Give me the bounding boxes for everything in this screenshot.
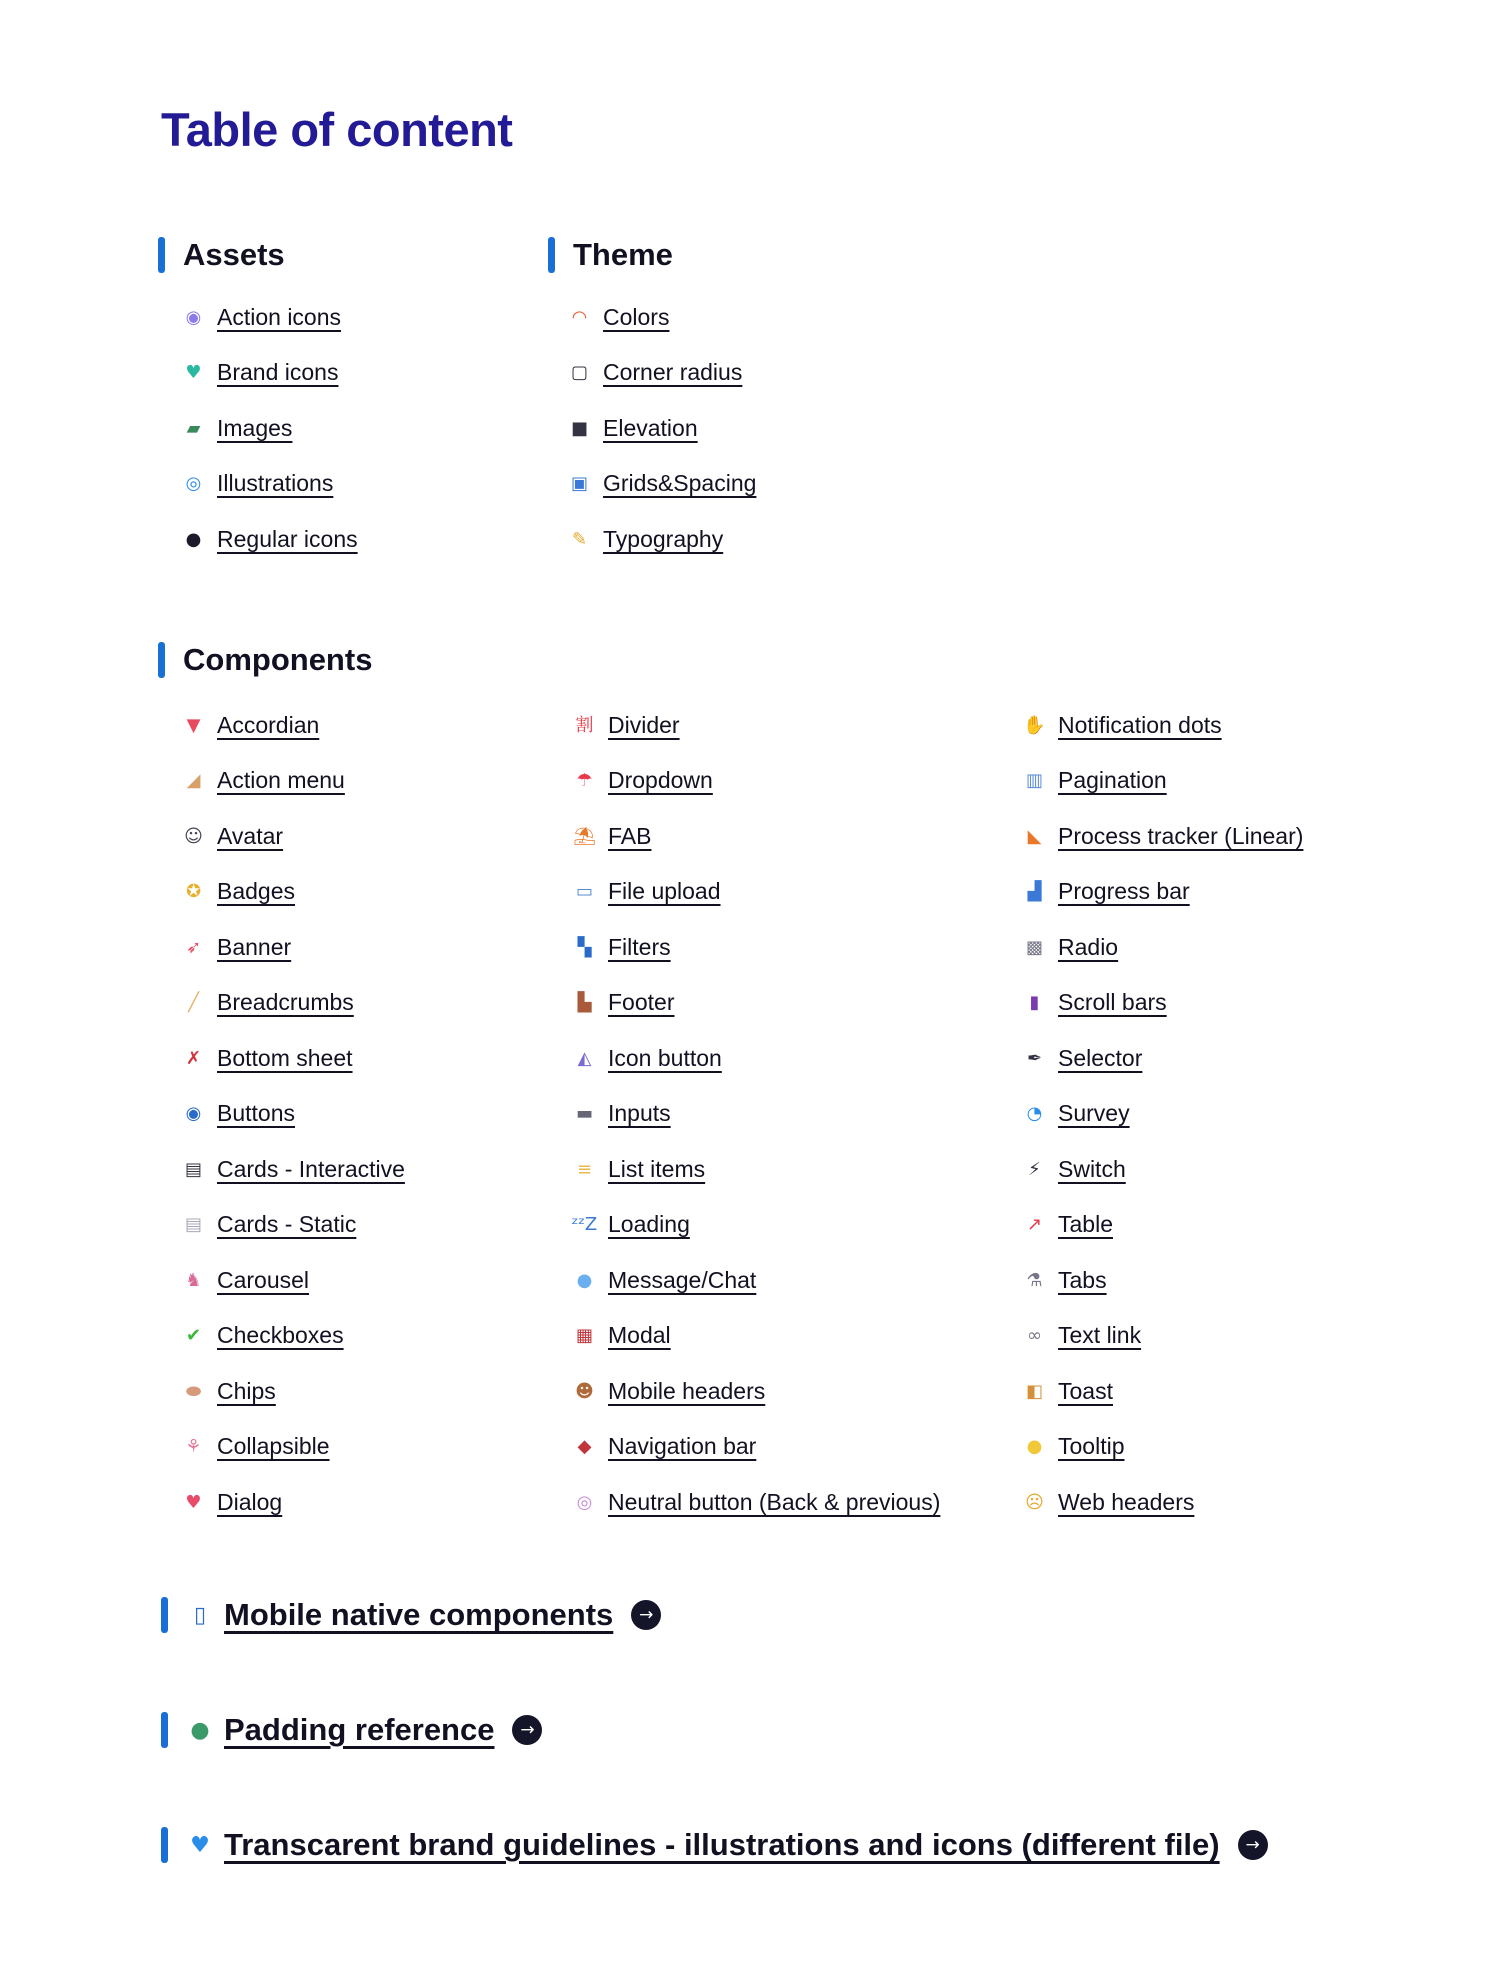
toc-link[interactable]: Footer xyxy=(608,989,675,1015)
section-link-transcarent-brand-guidelines-illustratio[interactable] xyxy=(161,1819,1268,1871)
toc-item-modal[interactable] xyxy=(572,1316,671,1356)
toc-link[interactable]: Avatar xyxy=(217,822,284,849)
toc-item-dialog[interactable] xyxy=(181,1482,282,1522)
toc-link[interactable]: Neutral button (Back & previous) xyxy=(608,1488,941,1515)
section-accent-bar xyxy=(161,1827,168,1863)
microscope-icon: ⚗ xyxy=(1026,1269,1043,1291)
toc-link[interactable]: Dialog xyxy=(217,1488,283,1515)
toc-item-progress-bar[interactable] xyxy=(1022,872,1190,912)
toc-item-illustrations[interactable] xyxy=(181,464,333,504)
floppy-disk-light-icon: ▤ xyxy=(184,1214,202,1235)
toc-link[interactable]: Cards - Static xyxy=(217,1211,357,1237)
toc-link[interactable]: Action icons xyxy=(217,303,342,330)
carousel-horse-icon: ♞ xyxy=(185,1269,202,1291)
mobile-phone-icon: ▯ xyxy=(193,1602,207,1628)
components-header xyxy=(158,634,372,686)
black-square-icon: ■ xyxy=(570,417,588,439)
assets-section xyxy=(158,229,285,281)
toc-item-action-icons[interactable] xyxy=(181,297,341,337)
toc-link[interactable]: Badges xyxy=(217,878,296,904)
boot-icon: ▙ xyxy=(577,992,592,1013)
theme-header xyxy=(548,229,673,281)
toc-item-corner-radius[interactable] xyxy=(567,353,742,393)
wave-icon: ◔ xyxy=(1026,1103,1043,1124)
section-accent-bar xyxy=(161,1597,168,1633)
toc-link[interactable]: Illustrations xyxy=(217,470,334,496)
toc-item-grids-spacing[interactable] xyxy=(567,464,756,504)
toc-item-selector[interactable] xyxy=(1022,1038,1142,1078)
toc-link[interactable]: Elevation xyxy=(603,414,698,441)
toc-link[interactable]: Dropdown xyxy=(608,767,713,793)
toc-link[interactable]: Selector xyxy=(1058,1044,1143,1071)
toc-link[interactable]: Bottom sheet xyxy=(217,1044,353,1071)
section-link-label[interactable]: Padding reference xyxy=(224,1712,495,1747)
toc-item-switch[interactable] xyxy=(1022,1149,1126,1189)
toc-link[interactable]: Tooltip xyxy=(1058,1433,1125,1459)
toc-link[interactable]: Banner xyxy=(217,933,292,960)
toc-item-neutral-button-back-previous[interactable] xyxy=(572,1482,940,1522)
link-icon: ∞ xyxy=(1027,1325,1042,1346)
square-outline-icon: ▢ xyxy=(570,362,588,383)
page-title: Table of content xyxy=(161,103,513,156)
speech-bubble-icon: ● xyxy=(576,1269,593,1291)
toc-item-divider[interactable] xyxy=(572,705,680,745)
red-triangle-icon: ▼ xyxy=(186,714,201,736)
toc-item-inputs[interactable] xyxy=(572,1094,671,1134)
toc-item-action-menu[interactable] xyxy=(181,761,345,801)
water-tap-icon: ▚ xyxy=(577,936,592,958)
toc-link[interactable]: Divider xyxy=(608,711,680,738)
section-link-label[interactable]: Transcarent brand guidelines - illustrations and icons (different file) xyxy=(224,1827,1220,1862)
toc-link[interactable]: Survey xyxy=(1058,1100,1130,1126)
toc-link[interactable]: Web headers xyxy=(1058,1488,1195,1515)
toc-item-list-items[interactable] xyxy=(572,1149,705,1189)
brand-gem-icon: ♥ xyxy=(185,362,202,383)
toc-item-pagination[interactable] xyxy=(1022,761,1167,801)
section-link-label[interactable]: Mobile native components xyxy=(224,1597,614,1632)
toc-link[interactable]: Filters xyxy=(608,933,671,960)
toc-item-footer[interactable] xyxy=(572,983,674,1023)
toc-link[interactable]: Accordian xyxy=(217,711,320,738)
toc-item-dropdown[interactable] xyxy=(572,761,713,801)
see-no-evil-monkey-icon: ☻ xyxy=(575,1380,594,1402)
toc-link[interactable]: Brand icons xyxy=(217,359,339,385)
section-accent-bar xyxy=(548,237,555,273)
toc-item-buttons[interactable] xyxy=(181,1094,295,1134)
free-badge-icon: ▣ xyxy=(570,473,588,494)
toc-item-scroll-bars[interactable] xyxy=(1022,983,1167,1023)
divide-kanji-icon: 割 xyxy=(575,714,594,736)
assets-heading: Assets xyxy=(183,237,285,272)
toc-link[interactable]: Switch xyxy=(1058,1155,1126,1182)
toc-link[interactable]: Text link xyxy=(1058,1322,1142,1348)
toc-link[interactable]: Tabs xyxy=(1058,1266,1107,1293)
toc-item-file-upload[interactable] xyxy=(572,872,721,912)
toc-link[interactable]: Checkboxes xyxy=(217,1322,344,1348)
toc-link[interactable]: Mobile headers xyxy=(608,1377,766,1404)
toc-link[interactable]: Pagination xyxy=(1058,767,1167,793)
thread-spool-icon: ▮ xyxy=(1029,992,1040,1013)
toc-item-checkboxes[interactable] xyxy=(181,1316,344,1356)
toc-item-images[interactable] xyxy=(181,408,292,448)
toc-item-badges[interactable] xyxy=(181,872,295,912)
toc-item-toast[interactable] xyxy=(1022,1371,1113,1411)
toc-link[interactable]: Action menu xyxy=(217,767,345,793)
arrow-right-icon[interactable]: → xyxy=(1238,1830,1268,1860)
toc-item-fab[interactable] xyxy=(572,816,651,856)
check-mark-icon: ✔ xyxy=(185,1325,202,1346)
mermaid-icon: ◭ xyxy=(577,1047,592,1069)
pushpin-icon: ➶ xyxy=(185,936,202,958)
toc-link[interactable]: Navigation bar xyxy=(608,1433,757,1459)
tulip-icon: ⚘ xyxy=(185,1436,202,1457)
toc-link[interactable]: File upload xyxy=(608,878,721,904)
toc-item-icon-button[interactable] xyxy=(572,1038,722,1078)
potato-icon: ⬬ xyxy=(185,1380,202,1402)
toc-link[interactable]: Regular icons xyxy=(217,525,358,552)
swirl-icon: ◎ xyxy=(185,473,202,494)
toc-item-brand-icons[interactable] xyxy=(181,353,338,393)
radio-set-icon: ▩ xyxy=(1025,936,1043,958)
toc-link[interactable]: Radio xyxy=(1058,933,1119,960)
toc-item-bottom-sheet[interactable] xyxy=(181,1038,353,1078)
toc-link[interactable]: Process tracker (Linear) xyxy=(1058,822,1304,849)
bento-box-icon: ▦ xyxy=(575,1325,593,1346)
toc-link[interactable]: Grids&Spacing xyxy=(603,470,757,496)
assets-header xyxy=(158,229,285,281)
globe-icon: ● xyxy=(190,1717,210,1743)
toc-link[interactable]: Typography xyxy=(603,525,724,552)
arrow-right-icon[interactable]: → xyxy=(512,1715,542,1745)
keyboard-icon: ▬ xyxy=(575,1103,593,1124)
toc-item-table[interactable] xyxy=(1022,1205,1113,1245)
chart-increasing-icon: ↗ xyxy=(1026,1214,1043,1235)
toc-link[interactable]: Chips xyxy=(217,1377,276,1404)
toc-item-text-link[interactable] xyxy=(1022,1316,1141,1356)
toc-link[interactable]: Images xyxy=(217,414,293,441)
section-link-mobile-native-components[interactable] xyxy=(161,1589,661,1641)
toc-item-breadcrumbs[interactable] xyxy=(181,983,354,1023)
section-link-padding-reference[interactable] xyxy=(161,1704,542,1756)
toc-item-radio[interactable] xyxy=(1022,927,1118,967)
toc-item-regular-icons[interactable] xyxy=(181,519,358,559)
light-bulb-icon: ● xyxy=(1026,1436,1043,1457)
chocolate-bar-icon: ◆ xyxy=(577,1436,592,1457)
face-icon: ☺ xyxy=(184,825,203,847)
toc-link[interactable]: FAB xyxy=(608,822,652,849)
toc-item-elevation[interactable] xyxy=(567,408,698,448)
toc-link[interactable]: List items xyxy=(608,1155,706,1182)
toc-item-collapsible[interactable] xyxy=(181,1427,330,1467)
toc-item-web-headers[interactable] xyxy=(1022,1482,1194,1522)
zzz-icon: ᶻᶻZ xyxy=(571,1214,598,1235)
landscape-image-icon: ▰ xyxy=(186,417,201,439)
lightning-badge-icon: ● xyxy=(185,528,202,550)
toc-item-tabs[interactable] xyxy=(1022,1260,1107,1300)
toc-link[interactable]: Cards - Interactive xyxy=(217,1155,405,1182)
components-heading: Components xyxy=(183,642,373,677)
signal-bars-icon: ▟ xyxy=(1027,881,1042,902)
toc-link[interactable]: Breadcrumbs xyxy=(217,989,354,1015)
toc-link[interactable]: Modal xyxy=(608,1322,671,1348)
toc-item-notification-dots[interactable] xyxy=(1022,705,1222,745)
toc-item-chips[interactable] xyxy=(181,1371,276,1411)
toc-link[interactable]: Loading xyxy=(608,1211,690,1237)
scroll-icon: ≡ xyxy=(576,1158,593,1180)
rainbow-icon: ◠ xyxy=(571,306,588,328)
purple-badge-icon: ◉ xyxy=(185,306,202,328)
floppy-disk-icon: ▤ xyxy=(184,1158,202,1180)
theme-section xyxy=(548,229,673,281)
electric-plug-icon: ⚡ xyxy=(1028,1158,1041,1180)
toc-item-carousel[interactable] xyxy=(181,1260,309,1300)
toc-item-survey[interactable] xyxy=(1022,1094,1130,1134)
pencil-icon: ✎ xyxy=(571,528,588,550)
toc-link[interactable]: Buttons xyxy=(217,1100,295,1126)
toc-item-cards-interactive[interactable] xyxy=(181,1149,405,1189)
toc-link[interactable]: Notification dots xyxy=(1058,711,1222,738)
island-icon: ⛱ xyxy=(573,825,596,847)
toc-link[interactable]: Collapsible xyxy=(217,1433,330,1459)
bandage-icon: ╱ xyxy=(188,992,199,1013)
bread-icon: ◧ xyxy=(1025,1380,1043,1402)
lollipop-icon: ◎ xyxy=(576,1491,593,1513)
cartwheel-icon: ✗ xyxy=(185,1047,202,1069)
toc-item-banner[interactable] xyxy=(181,927,291,967)
toc-link[interactable]: Toast xyxy=(1058,1377,1113,1404)
toc-item-process-tracker-linear[interactable] xyxy=(1022,816,1303,856)
toc-link[interactable]: Icon button xyxy=(608,1044,722,1071)
toc-link[interactable]: Scroll bars xyxy=(1058,989,1167,1015)
section-accent-bar xyxy=(158,642,165,678)
radio-button-icon: ◉ xyxy=(185,1103,202,1124)
toc-item-avatar[interactable] xyxy=(181,816,283,856)
toc-item-accordian[interactable] xyxy=(181,705,319,745)
waving-hand-icon: ✋ xyxy=(1023,714,1046,736)
pen-icon: ✒ xyxy=(1026,1047,1043,1069)
parachute-icon: ☂ xyxy=(576,770,593,791)
components-section xyxy=(158,634,372,686)
toc-link[interactable]: Message/Chat xyxy=(608,1266,757,1293)
toc-item-message-chat[interactable] xyxy=(572,1260,756,1300)
laptop-icon: ▭ xyxy=(575,881,593,902)
toc-link[interactable]: Table xyxy=(1058,1211,1113,1237)
arrow-right-icon[interactable]: → xyxy=(631,1600,661,1630)
heart-icon: ♥ xyxy=(190,1832,210,1858)
toc-item-colors[interactable] xyxy=(567,297,669,337)
theme-heading: Theme xyxy=(573,237,673,272)
pizza-icon: ◣ xyxy=(1027,825,1042,847)
open-book-icon: ▥ xyxy=(1025,770,1043,791)
toc-item-tooltip[interactable] xyxy=(1022,1427,1124,1467)
exploding-head-icon: ☹ xyxy=(1025,1491,1044,1513)
toc-item-navigation-bar[interactable] xyxy=(572,1427,756,1467)
flexed-arm-icon: ◢ xyxy=(186,770,201,791)
toc-link[interactable]: Corner radius xyxy=(603,359,743,385)
toc-item-loading[interactable] xyxy=(572,1205,690,1245)
toc-item-filters[interactable] xyxy=(572,927,671,967)
toc-link[interactable]: Carousel xyxy=(217,1266,310,1293)
medal-icon: ✪ xyxy=(185,881,202,902)
toc-item-mobile-headers[interactable] xyxy=(572,1371,765,1411)
toc-link[interactable]: Colors xyxy=(603,303,670,330)
toc-item-typography[interactable] xyxy=(567,519,723,559)
section-accent-bar xyxy=(158,237,165,273)
toc-link[interactable]: Progress bar xyxy=(1058,878,1190,904)
section-accent-bar xyxy=(161,1712,168,1748)
toc-item-cards-static[interactable] xyxy=(181,1205,356,1245)
toc-link[interactable]: Inputs xyxy=(608,1100,671,1126)
couple-heart-icon: ♥ xyxy=(185,1491,202,1513)
